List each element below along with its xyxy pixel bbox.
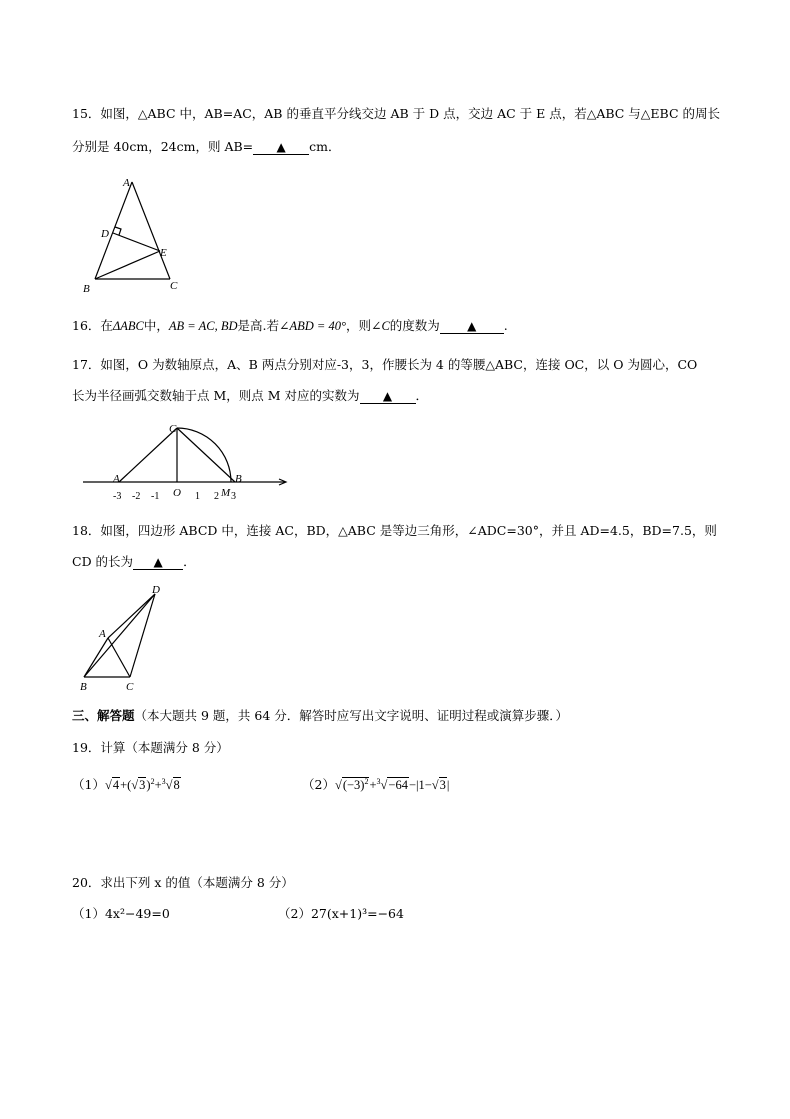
triangle-marker-icon: ▲ (467, 319, 477, 333)
q20-title: 20．求出下列 x 的值（本题满分 8 分） (72, 875, 294, 890)
q15-line2-pre: 分别是 40cm，24cm，则 AB= (72, 139, 254, 154)
q16-post: 的度数为 (389, 318, 440, 333)
q16-mid2: 是高.若 (237, 318, 279, 333)
q17-number-line-figure (80, 420, 295, 505)
q18-side-ac (108, 638, 130, 677)
q15-label-e: E (160, 247, 167, 259)
q17-answer-blank (360, 389, 416, 404)
q17-label-o: O (173, 487, 181, 499)
q18-label-d: D (152, 584, 160, 596)
q16-math-triangle: ΔABC (112, 319, 144, 333)
section3-desc: （本大题共 9 题，共 64 分．解答时应写出文字说明、证明过程或演算步骤．） (134, 708, 569, 723)
q17-tick-label: 1 (195, 491, 200, 502)
q15-segment-be (95, 251, 160, 279)
q19-part2-label: （2） (302, 777, 335, 792)
q15-label-a: A (123, 177, 130, 189)
q16-end: . (503, 318, 508, 333)
q17-line2-pre: 长为半径画弧交数轴于点 M，则点 M 对应的实数为 (72, 388, 360, 403)
q18-label-b: B (80, 681, 87, 693)
q18-line1: 18．如图，四边形 ABCD 中，连接 AC，BD，△ABC 是等边三角形，∠ADC=30°，并且 AD=4.5，BD=7.5，则 (72, 523, 717, 538)
q19-part2 (302, 775, 449, 793)
q17-tick-label: -1 (151, 491, 160, 502)
triangle-marker-icon: ▲ (153, 555, 163, 569)
q17-side-ac (119, 428, 177, 482)
q16-math-condition: AB = AC, BD (168, 319, 238, 333)
q18-line2-pre: CD 的长为 (72, 554, 134, 569)
q17-tick-label: -2 (132, 491, 141, 502)
q17-label-m: M (221, 487, 231, 499)
triangle-marker-icon: ▲ (276, 140, 286, 154)
q16-mid: 中， (143, 318, 169, 333)
q16-answer-blank (440, 319, 504, 334)
q19-part1-label: （1） (72, 777, 105, 792)
q15-side-ac (132, 182, 170, 279)
q15-line1: 15．如图，△ABC 中，AB=AC，AB 的垂直平分线交边 AB 于 D 点，交边 AC 于 E 点，若△ABC 与△EBC 的周长 (72, 106, 720, 121)
q17-tick-label: -3 (113, 491, 122, 502)
q19-title: 19．计算（本题满分 8 分） (72, 740, 229, 755)
section3-heading (72, 706, 568, 724)
q19-part1 (72, 775, 181, 793)
q15-label-c: C (170, 280, 178, 292)
q18-quadrilateral-figure (75, 582, 170, 694)
q17-label-a: A (113, 473, 120, 485)
q17-tick-label: 3 (231, 491, 236, 502)
triangle-marker-icon: ▲ (382, 389, 393, 403)
q17-label-c: C (169, 423, 177, 435)
q18-side-ba (84, 638, 108, 677)
q20-part2: （2）27(x+1)³=−64 (278, 906, 404, 921)
q16-line (72, 316, 508, 334)
q18-line2 (72, 552, 196, 570)
q15-answer-blank (253, 140, 309, 155)
section3-title: 三、解答题 (72, 708, 135, 723)
q17-line2 (72, 386, 428, 404)
q16-pre: 16．在 (72, 318, 113, 333)
q16-math-angle: ∠ABD = 40° (278, 319, 346, 333)
q17-tick-label: 2 (214, 491, 219, 502)
q18-label-a: A (99, 628, 106, 640)
q15-label-b: B (83, 283, 90, 295)
q16-math-angle-c: ∠C (370, 319, 390, 333)
q19-part2-expression: $√(-3)^2+^3√-64-|1-√3|$ (334, 776, 450, 792)
q17-line1: 17．如图，O 为数轴原点，A、B 两点分别对应-3，3，作腰长为 4 的等腰△ABC，连接 OC，以 O 为圆心，CO (72, 357, 698, 372)
q18-answer-blank (133, 555, 183, 570)
q18-line2-post: ． (183, 554, 196, 569)
q18-label-c: C (126, 681, 134, 693)
q15-figure (80, 172, 190, 297)
q15-line2-post: cm． (309, 139, 341, 154)
q20-part1: （1）4x²−49=0 (72, 906, 170, 921)
q18-diagonal-bd (84, 594, 155, 677)
q16-mid3: ，则 (345, 318, 371, 333)
q17-label-b: B (235, 473, 242, 485)
q15-label-d: D (101, 228, 109, 240)
q15-line2 (72, 137, 341, 155)
q17-line2-post: ． (415, 388, 429, 403)
q19-part1-expression: $√4+(√3)^2+^3√8$ (104, 776, 180, 792)
